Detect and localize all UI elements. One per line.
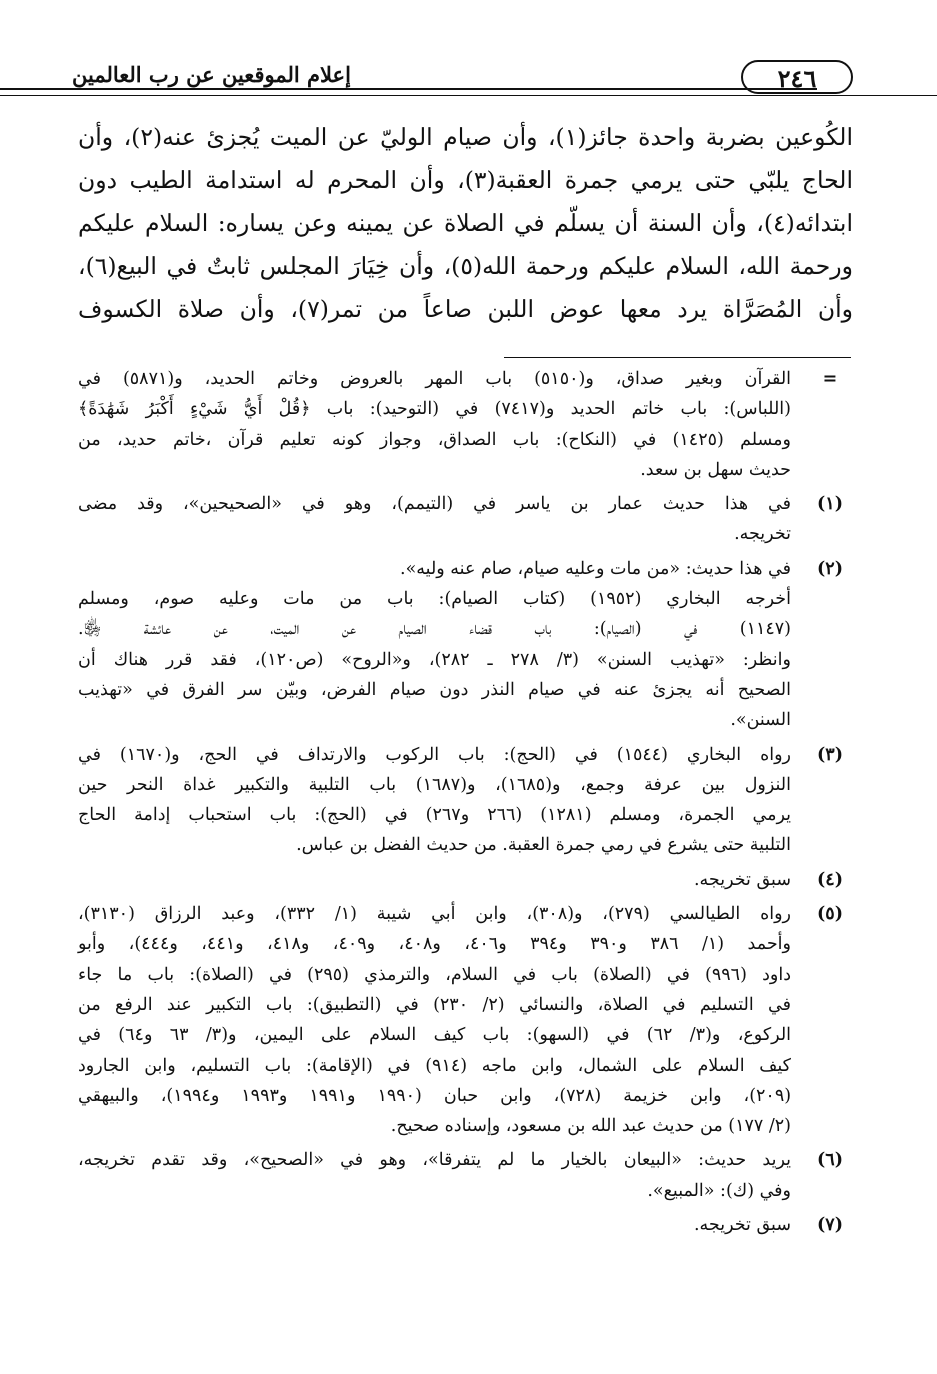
footnote-line: (اللباس): باب خاتم الحديد و(٧٤١٧) في (التوحيد): باب ﴿قُلْ أَيُّ شَيْءٍ أَكْبَرُ شَهَٰدَةً﴾	[78, 399, 791, 420]
footnote-line: في التسليم في الصلاة، والنسائي (٢/ ٢٣٠) في (التطبيق): باب التكبير عند الرفع من	[78, 994, 791, 1015]
footnote	[78, 364, 851, 485]
footnote-number: (٧)	[817, 1215, 843, 1236]
footnote-line: داود (٩٩٦) في (الصلاة) باب في السلام، والترمذي (٢٩٥) في (الصلاة): باب ما جاء	[78, 964, 791, 985]
footnote-line: حديث سهل بن سعد.	[640, 459, 791, 480]
footnote-line: القرآن وبغير صداق، و(٥١٥٠) باب المهر بالعروض وخاتم الحديد، و(٥٨٧١) في	[78, 369, 792, 389]
footnote-line: ومسلم (١٤٢٥) في (النكاح): باب الصداق، وجواز كونه تعليم قرآن ،خاتم حديد، من	[78, 429, 791, 450]
footnote-line: سبق تخريجه.	[693, 1215, 791, 1236]
footnote-line: أخرجه البخاري (١٩٥٢) (كتاب الصيام): باب من مات وعليه صوم، ومسلم	[78, 589, 791, 610]
footnote-line: رواه البخاري (١٥٤٤) في (الحج): باب الركوب والارتداف في الحج، و(١٦٧٠) في	[78, 744, 792, 765]
header-rule-top	[0, 88, 817, 90]
footnote-line: (١١٤٧) في (الصيام): باب قضاء الصيام عن الميت، عن عائشة ﵂.	[78, 619, 791, 640]
footnote-number: (١)	[817, 494, 843, 515]
footnote-separator	[504, 357, 851, 358]
footnote-line: الركوع، و(٣/ ٦٢) في (السهو): باب كيف السلام على اليمين، و(٣/ ٦٣ و٦٤) في	[78, 1025, 792, 1046]
header-rule-bottom	[0, 95, 937, 96]
running-header	[72, 60, 853, 100]
footnote-number: =	[822, 369, 838, 389]
footnote-line: رواه الطيالسي (٢٧٩)، و(٣٠٨)، وابن أبي شيبة (١/ ٣٣٢)، وعبد الرزاق (٣١٣٠)،	[78, 904, 792, 925]
footnote-number: (٤)	[817, 869, 843, 890]
main-line: الكُوعين بضربة واحدة جائز(١)، وأن صيام الوليّ عن الميت يُجزئ عنه(٢)، وأن	[78, 123, 853, 151]
main-line: ورحمة الله، السلام عليكم ورحمة الله(٥)، وأن خِيَارَ المجلس ثابتٌ في البيع(٦)،	[78, 252, 853, 280]
footnote-line: في هذا حديث: «من مات وعليه صيام، صام عنه وليه».	[400, 558, 791, 579]
main-line: وأن المُصَرَّاة يرد معها عوض اللبن صاعاً من تمر(٧)، وأن صلاة الكسوف	[78, 295, 853, 323]
footnote-line: يرمي الجمرة، ومسلم (١٢٨١) (٢٦٦ و٢٦٧) في (الحج): باب استحباب إدامة الحاج	[78, 805, 792, 826]
footnote	[78, 489, 851, 550]
footnote-line: السنن».	[730, 710, 791, 731]
footnote-line: يريد حديث: «البيعان بالخيار ما لم يتفرقا»، وهو في «الصحيح»، وقد تقدم تخريجه،	[78, 1150, 791, 1171]
main-line: ابتدائه(٤)، وأن السنة أن يسلّم في الصلاة عن يمينه وعن يساره: السلام عليكم	[78, 209, 853, 237]
footnote-line: وأحمد (١/ ٣٨٦ و٣٩٠ و٣٩٤ و٤٠٦، و٤٠٨، و٤٠٩، و٤١٨، و٤٤١، و٤٤٤)، وأبو	[78, 934, 791, 955]
footnote-line: وانظر: «تهذيب السنن» (٣/ ٢٧٨ ـ ٢٨٢)، و«الروح» (ص١٢٠)، فقد قرر هناك أن	[78, 649, 791, 670]
footnote	[78, 554, 851, 736]
footnote-number: (٦)	[817, 1150, 843, 1171]
footnote-number: (٥)	[817, 904, 843, 925]
footnote	[78, 740, 851, 861]
footnote	[78, 865, 851, 895]
footnote-line: النزول بين عرفة وجمع، و(١٦٨٥)، و(١٦٨٧) باب التلبية والتكبير غداة النحر حين	[78, 774, 791, 795]
footnote-line: كيف السلام على الشمال، وابن ماجه (٩١٤) في (الإقامة): باب التسليم، وابن الجارود	[78, 1055, 791, 1076]
main-line: الحاج يلبّي حتى يرمي جمرة العقبة(٣)، وأن المحرم له استدامة الطيب دون	[78, 166, 853, 194]
footnote-number: (٣)	[817, 744, 843, 765]
footnote-line: سبق تخريجه.	[693, 869, 791, 890]
footnotes	[78, 364, 851, 1244]
footnote-line: التلبية حتى يشرع في رمي جمرة العقبة. من حديث الفضل بن عباس.	[296, 835, 791, 856]
footnote	[78, 899, 851, 1141]
footnote-line: (٢٠٩)، وابن خزيمة (٧٢٨)، وابن حبان (١٩٩٠ و١٩٩١ و١٩٩٣ و١٩٩٤)، والبيهقي	[78, 1085, 792, 1106]
footnote	[78, 1210, 851, 1240]
footnote-line: تخريجه.	[734, 524, 791, 545]
page-number: ٢٤٦	[741, 60, 853, 94]
footnote-line: الصحيح أنه يجزئ عنه في صيام النذر دون صيام الفرض، وبيّن سر الفرق في «تهذيب	[78, 679, 791, 700]
footnote-line: في هذا حديث عمار بن ياسر في (التيمم)، وهو في «الصحيحين»، وقد مضى	[78, 494, 791, 515]
footnote	[78, 1145, 851, 1206]
main-text	[78, 116, 853, 331]
footnote-number: (٢)	[817, 558, 843, 579]
book-title: إعلام الموقعين عن رب العالمين	[72, 62, 351, 87]
footnote-line: (٢/ ١٧٧) من حديث عبد الله بن مسعود، وإسناده صحيح.	[390, 1116, 791, 1137]
footnote-line: وفي (ك): «المبيع».	[647, 1180, 791, 1201]
